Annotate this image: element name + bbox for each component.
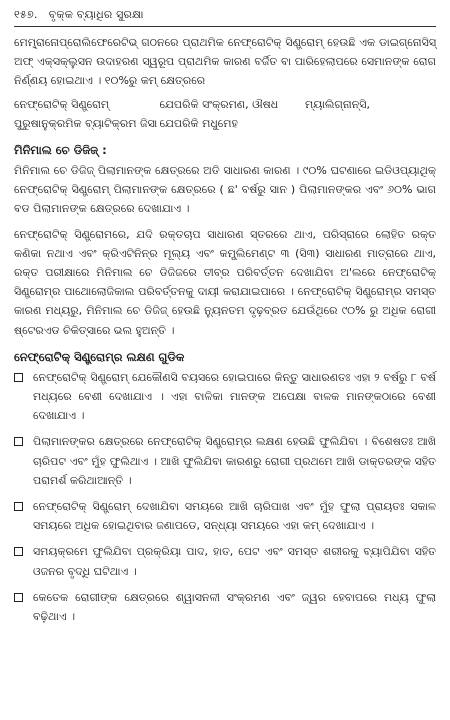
list-item [14, 497, 436, 535]
minimal-change-paragraph-1: ମିନିମାଲ ଚେ ଡିଜିଜ୍ ପିଲାମାନଙ୍କ କ୍ଷେତ୍ରରେ ଅତି ସାଧାରଣ କାରଣ । ୯୦% ଘଟଣାରେ ଇଡିଓପ୍ୟାଥିକ୍ ନେଫ୍ରୋଟିକ୍ ସିଣ୍ଡ୍ରୋମ୍ ପିଲାମାନଙ୍କ କ୍ଷେତ୍ରରେ ( ଛ' ବର୍ଷରୁ ସାନ ) ପିଲାମାନଙ୍କର ଏବଂ ୬୦% ଭାଗ ବଡ ପିଲାମାନଙ୍କ କ୍ଷେତ୍ରରେ ଦେଖାଯାଏ । [14, 164, 436, 216]
checkbox-bullet-icon [14, 502, 23, 511]
minimal-change-paragraph-2: ନେଫ୍ରୋଟିକ୍ ସିଣ୍ଡ୍ରୋମରେ, ଯଦି ରକ୍ତଚାପ ସାଧାରଣ ସ୍ତରରେ ଥାଏ, ପରିସ୍ରାରେ ଲୋହିତ ରକ୍ତ କଣିକା ନଥାଏ ଏବଂ କ୍ରିଏଟିନିନ୍‌ର ମୂଲ୍ୟ ଏବଂ କମ୍ପ୍ଲିମେଣ୍ଟ ୩ (ସି୩) ସାଧାରଣ ମାତ୍ରାରେ ଥାଏ, ରକ୍ତ ପରୀକ୍ଷାରେ ମିନିମାଲ ଚେ ଡିଜିଜରେ ତୀବ୍ର ପରିବର୍ତ୍ତନ ଦେଖାଯିବା ଅ'ଲରେ ନେଫ୍ରୋଟିକ୍ ସିଣ୍ଡ୍ରୋମ୍‌ର ପାଥୋଲୋଜିକାଲ ପରିବର୍ତ୍ତନକୁ ଦାୟୀ କରାଯାଇପାରେ । ନେଫ୍ରୋଟିକ୍ ସିଣ୍ଡ୍ରୋମ୍‌ର ସମସ୍ତ କାରଣ ମଧ୍ୟରୁ, ମିନିମାଲ ଚେ ଡିଜିଜ୍ ହେଉଛି ନ୍ୟୁନତମ ଦୃଢ଼ବ୍ରତ ଯେଉଁଥିରେ ୯୦% ରୁ ଅଧିକ ରୋଗୀ ଷ୍ଟେରଏଡ ଚିକିତ୍ସାରେ ଭଲ ହୁଅନ୍ତି । [14, 227, 436, 337]
page-header [14, 6, 436, 24]
symptoms-list [14, 368, 436, 626]
causes-grid [14, 95, 436, 133]
page-number: ୧୫୭. [14, 8, 38, 21]
list-item [14, 432, 436, 490]
list-item [14, 542, 436, 580]
cause-item: ମ୍ୟାଲିଗ୍ନାନ୍ସି, [305, 97, 370, 111]
cause-item: ପୁରୁଷାନୁକ୍ରମିକ ବ୍ୟାଟିକ୍ରମ ଜିସା [14, 116, 158, 130]
header-divider [14, 26, 436, 27]
list-item-text: ସମୟକ୍ରମେ ଫୁଲିଯିବା ପ୍ରକ୍ରିୟା ପାଦ, ହାତ, ପେଟ ଏବଂ ସମସ୍ତ ଶରୀରକୁ ବ୍ୟାପିଯିବା ସହିତ ଓଜନର ବୃଦ୍ଧି ଘଟିଥାଏ । [33, 545, 436, 578]
list-item-text: ନେଫ୍ରୋଟିକ୍ ସିଣ୍ଡ୍ରୋମ୍ ଯେକୌଣସି ବୟସରେ ହୋଇପାରେ କିନ୍ତୁ ସାଧାରଣତଃ ଏହା ୨ ବର୍ଷରୁ ୮ ବର୍ଷ ମଧ୍ୟରେ ବେଶୀ ଦେଖାଯାଏ । ଏହା ବାଳିକା ମାନଙ୍କ ଅପେକ୍ଷା ବାଳକ ମାନଙ୍କଠାରେ ବେଶୀ ଦେଖାଯାଏ । [33, 370, 436, 423]
checkbox-bullet-icon [14, 437, 23, 446]
list-item-text: ନେଫ୍ରୋଟିକ୍ ସିଣ୍ଡ୍ରୋମ୍ ଦେଖାଯିବା ସମୟରେ ଆଖି ଚାରିପାଖ ଏବଂ ମୁଁହ ଫୁଲା ପ୍ରାୟତଃ ସକାଳ ସମୟରେ ଅଧିକ ହୋଇଥିବାର ଜଣାପଡେ, ସନ୍ଧ୍ୟା ସମୟରେ ଏହା କମ୍ ଦେଖାଯାଏ । [33, 500, 436, 533]
checkbox-bullet-icon [14, 593, 23, 602]
cause-item: ନେଫ୍ରୋଟିକ୍ ସିଣ୍ଡ୍ରୋମ୍ [14, 97, 110, 111]
list-item-text: ପିଲାମାନଙ୍କର କ୍ଷେତ୍ରରେ ନେଫ୍ରୋଟିକ୍ ସିଣ୍ଡ୍ରୋମ୍‌ର ଲକ୍ଷଣ ହେଉଛି ଫୁଲିଯିବା । ବିଶେଷତଃ ଆଖି ଚାରିପଟ ଏବଂ ମୁଁହ ଫୁଲିଥାଏ । ଆଖି ଫୁଲିଯିବା କାରଣରୁ ରୋଗୀ ପ୍ରଥମେ ଆଖି ଡାକ୍ତରଙ୍କ ସହିତ ପରାମର୍ଶ କରିଥାଆନ୍ତି । [33, 435, 436, 487]
checkbox-bullet-icon [14, 373, 23, 382]
cause-item: ଯେପରିକି ମଧୁମେହ [159, 116, 238, 130]
running-title: ବୃକ୍କ ବ୍ୟାଧିର ସୁରକ୍ଷା [48, 8, 144, 21]
list-item [14, 368, 436, 426]
cause-item: ଯେପରିକି ସଂକ୍ରମଣ, ଔଷଧ [159, 97, 279, 111]
section-heading-symptoms: ନେଫ୍ରୋଟିକ୍ ସିଣ୍ଡ୍ରୋମ୍‌ର ଲକ୍ଷଣ ଗୁଡିକ [14, 349, 185, 364]
checkbox-bullet-icon [14, 547, 23, 556]
list-item-text: କେତେକ ରୋଗୀଙ୍କ କ୍ଷେତ୍ରରେ ଶ୍ୱାସନଳୀ ସଂକ୍ରମଣ ଏବଂ ଜ୍ୱର ହେବାପରେ ମଧ୍ୟ ଫୁଲା ବଢ଼ିଥାଏ । [33, 590, 436, 624]
cause-item [305, 114, 436, 133]
intro-paragraph: ମେମ୍ବ୍ରାନୋପ୍ରୋଲିଫେରେଟିଭ୍ ଗଠନରେ ପ୍ରାଥମିକ ନେଫ୍ରୋଟିକ୍ ସିଣ୍ଡ୍ରୋମ୍ ହେଉଛି ଏକ ଡାଇଗ୍ନୋସିସ୍ ଅଫ୍ ଏକ୍ସକ୍ଲୁସନ ଉଦାହରଣ ସ୍ୱରୂପ ପ୍ରାଥମିକ କାରଣ ବର୍ଜିତ ବା ପାରିହେଲାପରେ ସେମାନଙ୍କ ରୋଗ ନିର୍ଣ୍ଣୟ ହୋଇଥାଏ । ୧୦%ରୁ କମ୍ କ୍ଷେତ୍ରରେ [14, 36, 436, 88]
list-item [14, 588, 436, 626]
section-heading-minimal-change: ମିନିମାଲ ଚେ ଡିଜିଜ୍ : [14, 143, 107, 158]
